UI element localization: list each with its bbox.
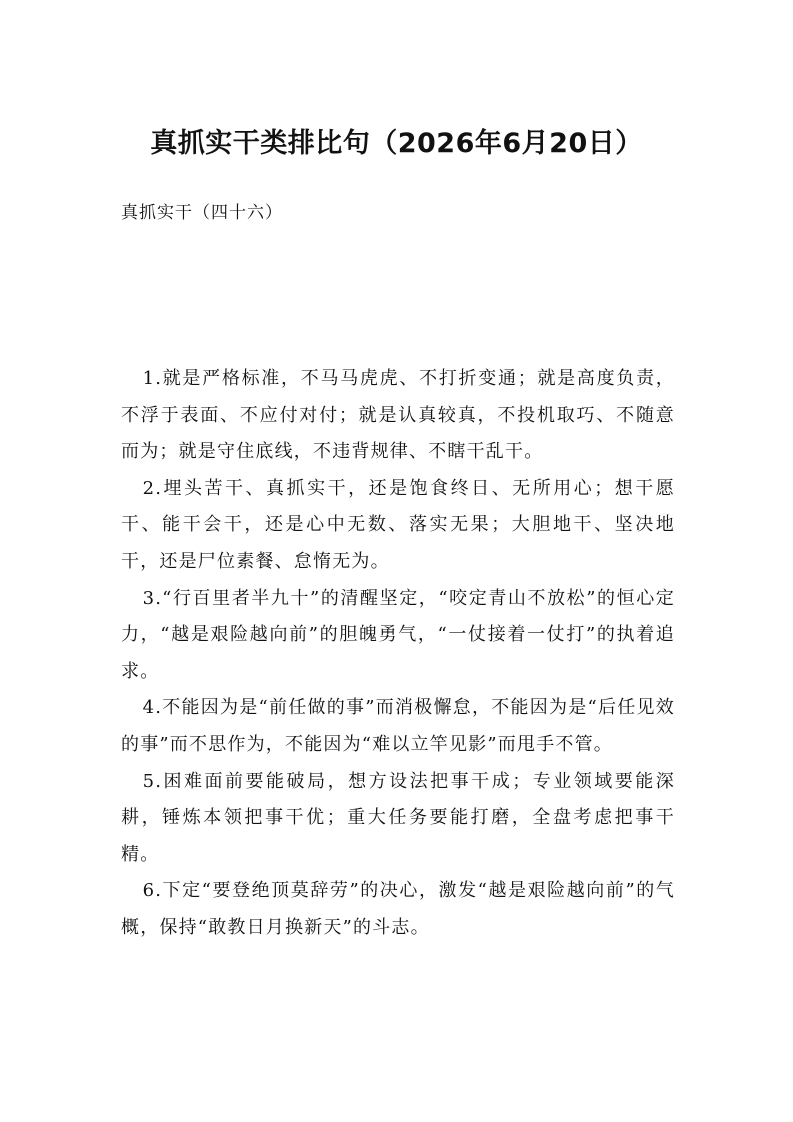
paragraph-6: 6.下定“要登绝顶莫辞劳”的决心，激发“越是艰险越向前”的气概，保持“敢教日月换新天”的斗志。 <box>121 880 675 938</box>
document-subtitle: 真抓实干（四十六） <box>121 203 283 223</box>
document-body <box>121 361 675 947</box>
paragraph-2: 2.埋头苦干、真抓实干，还是饱食终日、无所用心；想干愿干、能干会干，还是心中无数、落实无果；大胆地干、坚决地干，还是尸位素餐、怠惰无为。 <box>121 477 675 572</box>
paragraph-3: 3.“行百里者半九十”的清醒坚定，“咬定青山不放松”的恒心定力，“越是艰险越向前”的胆魄勇气，“一仗接着一仗打”的执着追求。 <box>121 587 675 682</box>
paragraph-4: 4.不能因为是“前任做的事”而消极懈怠，不能因为是“后任见效的事”而不思作为，不能因为“难以立竿见影”而甩手不管。 <box>121 697 675 755</box>
document-title: 真抓实干类排比句（2026年6月20日） <box>150 128 643 159</box>
paragraph-1: 1.就是严格标准，不马马虎虎、不打折变通；就是高度负责，不浮于表面、不应付对付；就是认真较真，不投机取巧、不随意而为；就是守住底线，不违背规律、不瞎干乱干。 <box>121 368 675 463</box>
paragraph-5: 5.困难面前要能破局，想方设法把事干成；专业领域要能深耕，锤炼本领把事干优；重大任务要能打磨，全盘考虑把事干精。 <box>121 770 675 865</box>
